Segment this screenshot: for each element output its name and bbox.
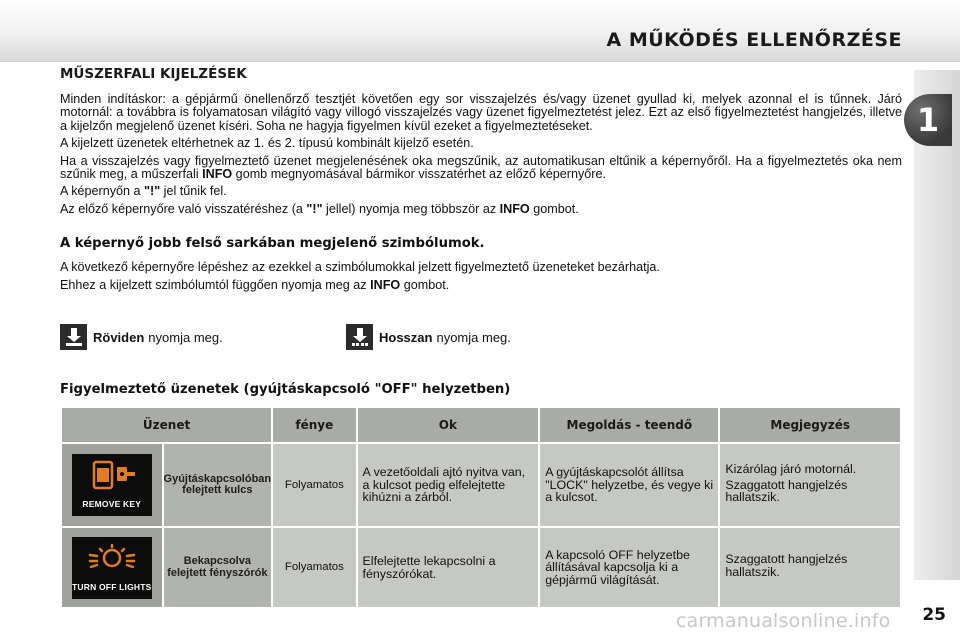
lights-warning-icon [72,537,152,599]
header-ok: Ok [358,408,539,442]
content [60,66,902,296]
header-megoldas: Megoldás - teendő [540,408,718,442]
symbols-paragraph-1: A következő képernyőre lépéshez az ezekkel a szimbólumokkal jelzett figyelmeztető üzeneteket bezárhatja. [60,260,660,275]
watermark: carmanualsonline.info [676,610,891,632]
table-row [62,444,900,526]
warning-image-caption: TURN OFF LIGHTS [72,581,152,592]
warning-image-cell [62,528,162,607]
solution-cell: A kapcsoló OFF helyzetbe állításával kapcsolja ki a gépjármű világítását. [540,528,718,607]
table-row [62,528,900,607]
long-press-legend [346,324,511,350]
page-header-title: A MŰKÖDÉS ELLENŐRZÉSE [606,29,902,51]
header-uzenet: Üzenet [62,408,271,442]
short-press-text: nyomja meg. [148,329,223,345]
short-press-legend [60,324,223,350]
light-cell: Folyamatos [273,528,355,607]
message-label: Bekapcsolva felejtett fényszórók [164,528,272,607]
message-label: Gyújtáskapcsolóban felejtett kulcs [164,444,272,526]
symbols-title: A képernyő jobb felső sarkában megjelenő szimbólumok. [60,236,485,252]
table-title: Figyelmeztető üzenetek (gyújtáskapcsoló "OFF" helyzetben) [60,382,511,397]
solution-cell: A gyújtáskapcsolót állítsa "LOCK" helyzetbe, és vegye ki a kulcsot. [540,444,718,526]
info-keyword: INFO [499,201,530,216]
long-press-icon [346,324,373,350]
warning-image-caption: REMOVE KEY [82,499,142,510]
note-cell: Szaggatott hangjelzés hallatszik. [720,528,900,607]
intro-paragraph-1: Minden indításkor: a gépjármű önellenőrző tesztjét követően egy sor visszajelzés és/vagy üzenet gyullad ki, melyek azonnal el is tűnnek. Járó motornál: a továbbra is folyamatosan világító vagy villogó visszajelzés vagy üzenet figyelmeztetést jelez. Ezt az első figyelmeztetést hangjelzés, illetve a kijelzőn megjelenő üzenet kíséri. Soha ne hagyja figyelmen kívül ezeket a figyelmeztetéseket. [60,92,902,133]
intro-paragraph-4: A képernyőn a "!" jel tűnik fel. [60,184,227,199]
page-number: 25 [922,605,946,625]
symbols-paragraph-2: Ehhez a kijelzett szimbólumtól függően nyomja meg az INFO gombot. [60,277,450,292]
note-cell: Kizárólag járó motornál. Szaggatott hangjelzés hallatszik. [720,444,900,526]
warning-image-cell [62,444,162,526]
cause-cell: Elfelejtette lekapcsolni a fényszórókat. [358,528,539,607]
intro-paragraph-3: Ha a visszajelzés vagy figyelmeztető üzenet megjelenésének oka megszűnik, az automatikusan eltűnik a képernyőről. Ha a figyelmeztetés oka nem szűnik meg, a műszerfali INFO gomb megnyomásával bármikor visszatérhet az előző képernyőre. [60,153,902,182]
header-megjegyzes: Megjegyzés [720,408,900,442]
table-header-row [62,408,900,442]
side-band [914,70,960,580]
long-press-bold: Hosszan [379,329,433,345]
warning-messages-table [60,406,902,609]
chapter-tab[interactable]: 1 [904,94,952,146]
long-press-text: nyomja meg. [436,329,511,345]
short-press-icon [60,324,87,350]
key-warning-icon [72,454,152,516]
intro-paragraph-5: Az előző képernyőre való visszatéréshez (a "!" jellel) nyomja meg többször az INFO gombot. [60,201,579,216]
intro-paragraph-2: A kijelzett üzenetek eltérhetnek az 1. és 2. típusú kombinált kijelző esetén. [60,136,474,151]
info-keyword: INFO [202,167,233,182]
info-keyword: INFO [370,277,401,292]
light-cell: Folyamatos [273,444,355,526]
press-legend [60,324,660,350]
cause-cell: A vezetőoldali ajtó nyitva van, a kulcsot pedig elfelejtette kihúzni a zárból. [358,444,539,526]
short-press-bold: Röviden [93,329,145,345]
section-title: MŰSZERFALI KIJELZÉSEK [60,66,247,82]
header-fenye: fénye [273,408,355,442]
